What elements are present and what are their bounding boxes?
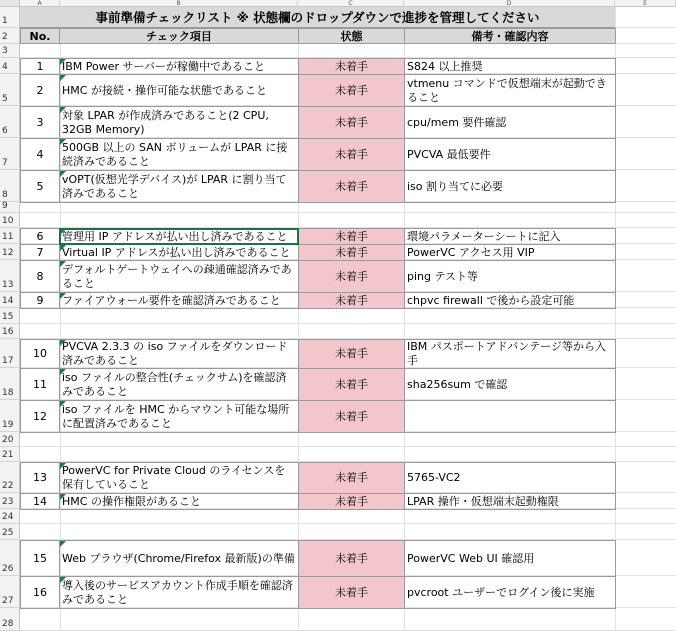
status-dropdown-cell[interactable] [298, 170, 405, 203]
cell-item-text: 500GB 以上の SAN ボリュームが LPAR に接続済みであること [62, 140, 288, 168]
status-dropdown-cell-text: 未着手 [335, 83, 368, 97]
status-dropdown-cell-text: 未着手 [335, 59, 368, 73]
cell-item[interactable] [59, 170, 299, 203]
cell-item-text: HMC が接続・操作可能な状態であること [62, 83, 267, 97]
row-header[interactable]: 7 [0, 138, 20, 170]
cell-note[interactable] [404, 292, 616, 309]
status-dropdown-cell-text: 未着手 [335, 409, 368, 423]
cell-no-text: 3 [36, 115, 44, 129]
row-header[interactable]: 21 [0, 447, 20, 462]
grid-row-line [20, 447, 676, 462]
cell-item[interactable] [59, 58, 299, 75]
row-header[interactable]: 8 [0, 170, 20, 202]
grid-row-line [20, 44, 676, 58]
column-header-a[interactable]: A [20, 0, 60, 7]
cell-no-text: 13 [33, 471, 47, 484]
cell-item-text: iso ファイルを HMC からマウント可能な場所に配置済みであること [62, 402, 290, 430]
status-dropdown-cell-text: 未着手 [335, 347, 368, 360]
row-header[interactable]: 15 [0, 308, 20, 324]
cell-item[interactable] [59, 228, 299, 245]
status-dropdown-cell[interactable] [298, 400, 405, 433]
cell-note[interactable] [404, 462, 616, 494]
row-header[interactable]: 24 [0, 509, 20, 524]
cell-item-text: 管理用 IP アドレスが払い出し済みであること [62, 229, 288, 243]
cell-no-text: 6 [36, 229, 44, 243]
grid-row-line [20, 202, 676, 213]
status-dropdown-cell[interactable] [298, 339, 405, 369]
cell-note[interactable] [404, 106, 616, 139]
cell-note[interactable] [404, 339, 616, 369]
cell-item-text: HMC の操作権限があること [62, 494, 201, 508]
status-dropdown-cell[interactable] [298, 260, 405, 293]
row-header[interactable]: 4 [0, 58, 20, 74]
row-header[interactable]: 9 [0, 202, 20, 213]
cell-no[interactable] [20, 244, 60, 261]
cell-note[interactable] [404, 576, 616, 609]
status-dropdown-cell[interactable] [298, 228, 405, 245]
grid-row-line [20, 324, 676, 339]
cell-item[interactable] [59, 260, 299, 293]
cell-item-text: デフォルトゲートウェイへの疎通確認済みであること [62, 262, 292, 290]
status-dropdown-cell-text: 未着手 [335, 245, 368, 259]
comment-indicator-icon[interactable] [60, 171, 66, 177]
cell-no[interactable] [20, 339, 60, 369]
status-dropdown-cell-text: 未着手 [335, 115, 368, 129]
grid-row-line [20, 308, 676, 324]
cell-note[interactable] [404, 74, 616, 107]
status-dropdown-cell-text: 未着手 [335, 293, 368, 307]
cell-no[interactable] [20, 74, 60, 107]
row-header[interactable]: 19 [0, 400, 20, 432]
header-note[interactable]: 備考・確認内容 [404, 28, 616, 44]
sheet-title[interactable]: 事前準備チェックリスト ※ 状態欄のドロップダウンで進捗を管理してください [20, 7, 615, 28]
cell-no[interactable] [20, 170, 60, 203]
cell-note-text: iso 割り当てに必要 [407, 179, 504, 193]
status-dropdown-cell-text: 未着手 [335, 269, 368, 283]
cell-item-text: iso ファイルの整合性(チェックサム)を確認済みであること [62, 370, 287, 398]
status-dropdown-cell[interactable] [298, 368, 405, 401]
cell-item[interactable] [59, 74, 299, 107]
column-header-e[interactable]: E [615, 0, 676, 7]
column-header-d[interactable]: D [404, 0, 615, 7]
column-header-c[interactable]: C [298, 0, 404, 7]
status-dropdown-cell[interactable] [298, 244, 405, 261]
cell-item-text: Virtual IP アドレスが払い出し済みであること [62, 245, 291, 259]
cell-no-text: 10 [33, 347, 47, 360]
cell-note-text: PowerVC アクセス用 VIP [407, 245, 535, 259]
row-header[interactable]: 10 [0, 213, 20, 228]
row-header[interactable]: 23 [0, 493, 20, 509]
comment-indicator-icon[interactable] [60, 75, 66, 81]
cell-note[interactable] [404, 260, 616, 293]
status-dropdown-cell-text: 未着手 [335, 471, 368, 484]
cell-item[interactable] [59, 368, 299, 401]
cell-note-text: 環境パラメーターシートに記入 [407, 229, 561, 243]
status-dropdown-cell-text: 未着手 [335, 494, 368, 508]
cell-no-text: 11 [33, 377, 47, 391]
cell-item-text: IBM Power サーバーが稼働中であること [62, 59, 265, 73]
status-dropdown-cell[interactable] [298, 138, 405, 171]
cell-item[interactable] [59, 462, 299, 494]
comment-indicator-icon[interactable] [60, 340, 66, 346]
cell-note[interactable] [404, 170, 616, 203]
status-dropdown-cell-text: 未着手 [335, 229, 368, 243]
comment-indicator-icon[interactable] [60, 463, 66, 469]
cell-note-text: S824 以上推奨 [407, 59, 483, 73]
row-header[interactable]: 27 [0, 576, 20, 608]
comment-indicator-icon[interactable] [60, 59, 66, 65]
cell-note[interactable] [404, 493, 616, 510]
row-header[interactable]: 5 [0, 74, 20, 106]
header-item[interactable]: チェック項目 [59, 28, 299, 44]
cell-no-text: 15 [33, 551, 47, 565]
cell-note-text: LPAR 操作・仮想端末起動権限 [407, 494, 559, 508]
cell-item-text: Web ブラウザ(Chrome/Firefox 最新版)の準備 [62, 551, 295, 565]
comment-indicator-icon[interactable] [60, 229, 66, 235]
row-header[interactable]: 25 [0, 524, 20, 540]
row-header[interactable]: 18 [0, 368, 20, 400]
cell-item[interactable] [59, 138, 299, 171]
row-header[interactable]: 26 [0, 540, 20, 576]
cell-item[interactable] [59, 244, 299, 261]
cell-note[interactable] [404, 540, 616, 577]
comment-indicator-icon[interactable] [60, 401, 66, 407]
row-header[interactable]: 14 [0, 292, 20, 308]
row-header[interactable]: 20 [0, 432, 20, 447]
cell-no-text: 2 [36, 83, 44, 97]
comment-indicator-icon[interactable] [60, 261, 66, 267]
cell-no[interactable] [20, 292, 60, 309]
cell-no[interactable] [20, 260, 60, 293]
cell-note[interactable] [404, 400, 616, 433]
row-header[interactable]: 1 [0, 7, 20, 28]
cell-no[interactable] [20, 493, 60, 510]
row-header[interactable]: 2 [0, 28, 20, 44]
cell-no[interactable] [20, 138, 60, 171]
cell-note-text: vtmenu コマンドで仮想端末が起動できること [407, 76, 607, 104]
comment-indicator-icon[interactable] [60, 107, 66, 113]
cell-note[interactable] [404, 368, 616, 401]
grid-row-line [20, 432, 676, 447]
cell-item[interactable] [59, 540, 299, 577]
status-dropdown-cell-text: 未着手 [335, 179, 368, 193]
cell-no-text: 4 [36, 147, 44, 161]
cell-no[interactable] [20, 540, 60, 577]
cell-item[interactable] [59, 106, 299, 139]
cell-item-text: PVCVA 2.3.3 の iso ファイルをダウンロード済みであること [62, 340, 288, 367]
cell-note[interactable] [404, 244, 616, 261]
comment-indicator-icon[interactable] [60, 139, 66, 145]
header-no[interactable]: No. [20, 28, 60, 44]
cell-no-text: 9 [36, 293, 44, 307]
cell-no-text: 5 [36, 179, 44, 193]
grid-row-line [20, 509, 676, 524]
cell-note-text: sha256sum で確認 [407, 377, 508, 391]
row-header[interactable]: 3 [0, 44, 20, 58]
cell-no[interactable] [20, 58, 60, 75]
row-header[interactable]: 11 [0, 228, 20, 244]
comment-indicator-icon[interactable] [60, 577, 66, 583]
cell-note[interactable] [404, 228, 616, 245]
row-header[interactable]: 6 [0, 106, 20, 138]
status-dropdown-cell[interactable] [298, 106, 405, 139]
header-status[interactable]: 状態 [298, 28, 405, 44]
cell-note-text: IBM パスポートアドバンテージ等から入手 [407, 340, 607, 367]
grid-row-line [20, 524, 676, 540]
cell-no[interactable] [20, 400, 60, 433]
status-dropdown-cell[interactable] [298, 74, 405, 107]
select-all-corner[interactable] [0, 0, 20, 7]
cell-note-text: pvcroot ユーザーでログイン後に実施 [407, 585, 595, 599]
status-dropdown-cell-text: 未着手 [335, 551, 368, 565]
cell-note-text: ping テスト等 [407, 269, 479, 283]
column-header-b[interactable]: B [60, 0, 298, 7]
row-header[interactable]: 28 [0, 608, 20, 631]
grid-row-line [20, 213, 676, 228]
cell-note-text: PVCVA 最低要件 [407, 147, 491, 161]
status-dropdown-cell[interactable] [298, 292, 405, 309]
row-header[interactable]: 22 [0, 462, 20, 493]
status-dropdown-cell[interactable] [298, 540, 405, 577]
status-dropdown-cell[interactable] [298, 462, 405, 494]
status-dropdown-cell-text: 未着手 [335, 377, 368, 391]
cell-no-text: 14 [33, 494, 47, 508]
comment-indicator-icon[interactable] [60, 293, 66, 299]
cell-no[interactable] [20, 368, 60, 401]
comment-indicator-icon[interactable] [60, 541, 66, 547]
cell-no[interactable] [20, 462, 60, 494]
grid-row-line [20, 608, 676, 631]
status-dropdown-cell[interactable] [298, 493, 405, 510]
cell-item[interactable] [59, 292, 299, 309]
comment-indicator-icon[interactable] [60, 245, 66, 251]
row-header[interactable]: 17 [0, 339, 20, 368]
row-header[interactable]: 16 [0, 324, 20, 339]
status-dropdown-cell-text: 未着手 [335, 147, 368, 161]
cell-item-text: ファイアウォール要件を確認済みであること [62, 293, 281, 307]
cell-no-text: 12 [33, 409, 47, 423]
cell-note-text: cpu/mem 要件確認 [407, 115, 507, 129]
cell-item[interactable] [59, 339, 299, 369]
cell-no[interactable] [20, 228, 60, 245]
cell-item[interactable] [59, 576, 299, 609]
cell-item[interactable] [59, 400, 299, 433]
cell-item-text: 対象 LPAR が作成済みであること(2 CPU, 32GB Memory) [62, 108, 269, 136]
status-dropdown-cell-text: 未着手 [335, 585, 368, 599]
row-header[interactable]: 13 [0, 260, 20, 292]
comment-indicator-icon[interactable] [60, 369, 66, 375]
cell-item[interactable] [59, 493, 299, 510]
cell-no-text: 16 [33, 585, 47, 599]
cell-no-text: 7 [36, 245, 44, 259]
cell-item-text: vOPT(仮想光学デバイス)が LPAR に割り当て済みであること [62, 172, 287, 200]
cell-note-text: PowerVC Web UI 確認用 [407, 551, 535, 565]
cell-note-text: chpvc firewall で後から設定可能 [407, 293, 575, 307]
cell-no-text: 1 [36, 59, 44, 73]
comment-indicator-icon[interactable] [60, 494, 66, 500]
row-header[interactable]: 12 [0, 244, 20, 260]
status-dropdown-cell[interactable] [298, 576, 405, 609]
cell-no[interactable] [20, 106, 60, 139]
status-dropdown-cell[interactable] [298, 58, 405, 75]
cell-note[interactable] [404, 58, 616, 75]
cell-item-text: 導入後のサービスアカウント作成手順を確認済みであること [62, 578, 293, 606]
cell-note[interactable] [404, 138, 616, 171]
cell-note-text: 5765-VC2 [407, 471, 461, 484]
cell-no-text: 8 [36, 269, 44, 283]
cell-no[interactable] [20, 576, 60, 609]
cell-item-text: PowerVC for Private Cloud のライセンスを保有していること [62, 464, 286, 491]
